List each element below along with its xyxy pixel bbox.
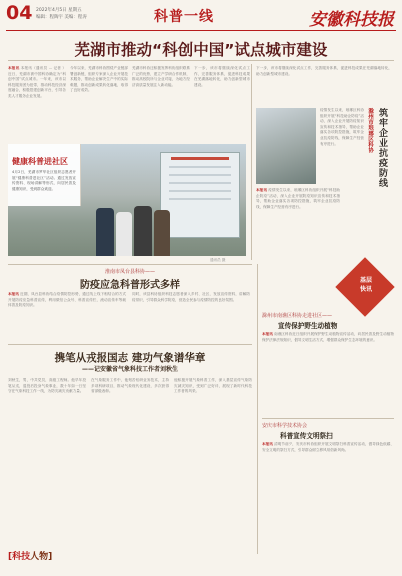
right-story2-text — [262, 442, 394, 554]
right-story1-text — [262, 332, 394, 412]
weather-text-col1 — [8, 292, 126, 340]
page-number: 04 — [6, 2, 33, 24]
side-photo — [256, 108, 316, 184]
badge-text — [340, 276, 392, 294]
header-meta — [36, 7, 87, 21]
bottom-subtitle: ——记安徽省气象科技工作者刘秋生 — [81, 366, 178, 373]
right-story2-body: 清明节前夕，安庆市科协组织开展文明祭扫科普宣传活动，倡导绿色低碳、安全文明的祭扫方式，引导群众树立移风易俗新风尚。 — [262, 442, 394, 452]
weather-text-col2: 同时，该县科协组织科技志愿者深入乡村、社区，发放宣传资料，讲解防疫常识，引导群众科学防疫，营造全民参与疫情防控的良好氛围。 — [132, 292, 250, 302]
main-headline: 芜湖市推动“科创中国”试点城市建设 — [74, 41, 328, 59]
lead-label: 本报讯 — [262, 332, 273, 336]
main-article-col5: 下一步，该市将继续深化试点工作，完善服务体系，促进科技成果在芜湖落地转化，助力创新型城市建设。 — [256, 66, 392, 76]
main-article-col4: 下一步，该市将继续深化试点工作，完善服务体系，促进科技成果在芜湖落地转化，助力创新型城市建设。 — [194, 66, 250, 87]
divider — [8, 344, 252, 345]
right-story1-headline: 宣传保护野生动植物 — [278, 322, 338, 330]
page-header — [6, 4, 396, 31]
photo-caption: 通讯员 摄 — [210, 258, 226, 262]
lead-label: 本报讯 — [8, 292, 19, 296]
column-divider — [251, 64, 252, 260]
weather-col1-body: 近期，凤台县科协结合疫情防控形势，通过线上线下相结合的方式开展防疫应急科普宣传，利用微信公众号、科普宣传栏、流动宣传车等载体普及防疫知识。 — [8, 292, 126, 308]
divider — [262, 418, 394, 419]
divider — [8, 60, 394, 61]
right-story1-kicker: 滁州市南谯区科协走进社区—— — [262, 313, 333, 319]
side-story-body: 疫情发生以来，琅琊区科协组织开展“科技助企防疫”活动，深入企业开展防疫知识宣传和技术指导，帮助企业落实各项防控措施，筑牢企业抗疫防线，保障生产经营有序进行。 — [256, 188, 340, 209]
side-story-title: 筑牢企业抗疫防线 — [377, 108, 387, 188]
bottom-text-col3: 他积极开展气象科普工作，深入基层宣传气象防灾减灾知识，受到广泛好评，展现了新时代科技工作者的风采。 — [174, 378, 252, 394]
lead-label: 本报讯 — [8, 66, 20, 70]
health-inset-text: 4月2日，芜湖市罗华社区组织志愿者开展“健康科普进社区”活动。通过发放宣传资料、现场讲解等形式，向居民普及健康知识，受到群众欢迎。 — [12, 170, 76, 191]
divider — [8, 264, 252, 265]
person-figure — [154, 210, 170, 256]
column-label-prefix: [科技 — [8, 552, 31, 562]
weather-headline: 防疫应急科普形式多样 — [80, 280, 180, 291]
main-article-col3: 芜湖市科协还积极发挥科协组织联系广泛的优势，建立产学研合作机制，推动高校院所与企业对接，为地方经济高质量发展注入新动能。 — [132, 66, 190, 87]
weather-kicker: 淮南市凤台县科协—— — [104, 269, 155, 275]
side-story-subtitle: 滁州市琅琊区科协 — [367, 108, 373, 153]
badge-line1: 基层 — [359, 277, 372, 284]
side-story-text-a: 疫情发生以来，琅琊区科协组织开展“科技助企防疫”活动，深入企业开展防疫知识宣传和技术指导，帮助企业落实各项防控措施，筑牢企业抗疫防线，保障生产经营有序进行。 — [320, 108, 364, 146]
person-figure — [116, 212, 132, 256]
column-label — [8, 549, 52, 562]
right-story1-body: 南谯区科协近日组织开展保护野生动植物宣传活动，向居民普及野生动植物保护法律法规知识，倡导文明生活方式，增强群众保护生态环境的意识。 — [262, 332, 394, 342]
column-divider — [257, 264, 258, 554]
bottom-text-col2: 在气象服务工作中，他刻苦钻研业务技术，主持多项科研项目，推动气象现代化建设，多次获得省部级表彰。 — [91, 378, 169, 394]
bottom-text-col1: 刘秋生，男，中共党员，高级工程师。他早年投笔从戎，退役后投身气象事业，数十年如一日坚守在气象科技工作一线，为防灾减灾贡献力量。 — [8, 378, 86, 394]
main-article-col1 — [8, 66, 66, 142]
main-article-col2: 今年以来，芜湖市科协围绕产业链部署创新链，组织专家深入企业开展技术服务，帮助企业解决生产中的实际难题，推动创新成果转化落地，取得了良好成效。 — [70, 66, 128, 93]
lead-label: 本报讯 — [256, 188, 268, 192]
lead-label: 本报讯 — [262, 442, 273, 446]
section-title: 科普一线 — [154, 9, 214, 25]
column-label-suffix: 人物] — [30, 552, 53, 562]
right-story2-kicker: 安庆市科学技术协会 — [262, 423, 308, 429]
side-story-text — [256, 188, 340, 258]
brand-logo: 安徽科技报 — [309, 10, 394, 30]
display-board — [160, 152, 240, 238]
person-figure — [96, 208, 114, 256]
right-story2-headline: 科普宣传文明祭扫 — [280, 432, 333, 440]
main-col1-text: 本报讯（通讯员 … 记者 ）近日，芜湖市被中国科协确定为“科创中国”试点城市。一年来，该市以科技服务团为纽带，推动科技经济深度融合，积极搭建创新平台，引导各类人才服务企业发展。 — [8, 66, 66, 98]
health-inset-title: 健康科普进社区 — [12, 157, 68, 166]
badge-line2: 快讯 — [359, 286, 372, 293]
person-figure — [134, 206, 152, 256]
issue-date: 2022年4月5日 星期五 — [36, 8, 82, 13]
bottom-headline: 携笔从戎报国志 建功气象谱华章 — [54, 352, 206, 364]
editors: 编辑：程陶宇 美编：程涛 — [36, 15, 87, 20]
